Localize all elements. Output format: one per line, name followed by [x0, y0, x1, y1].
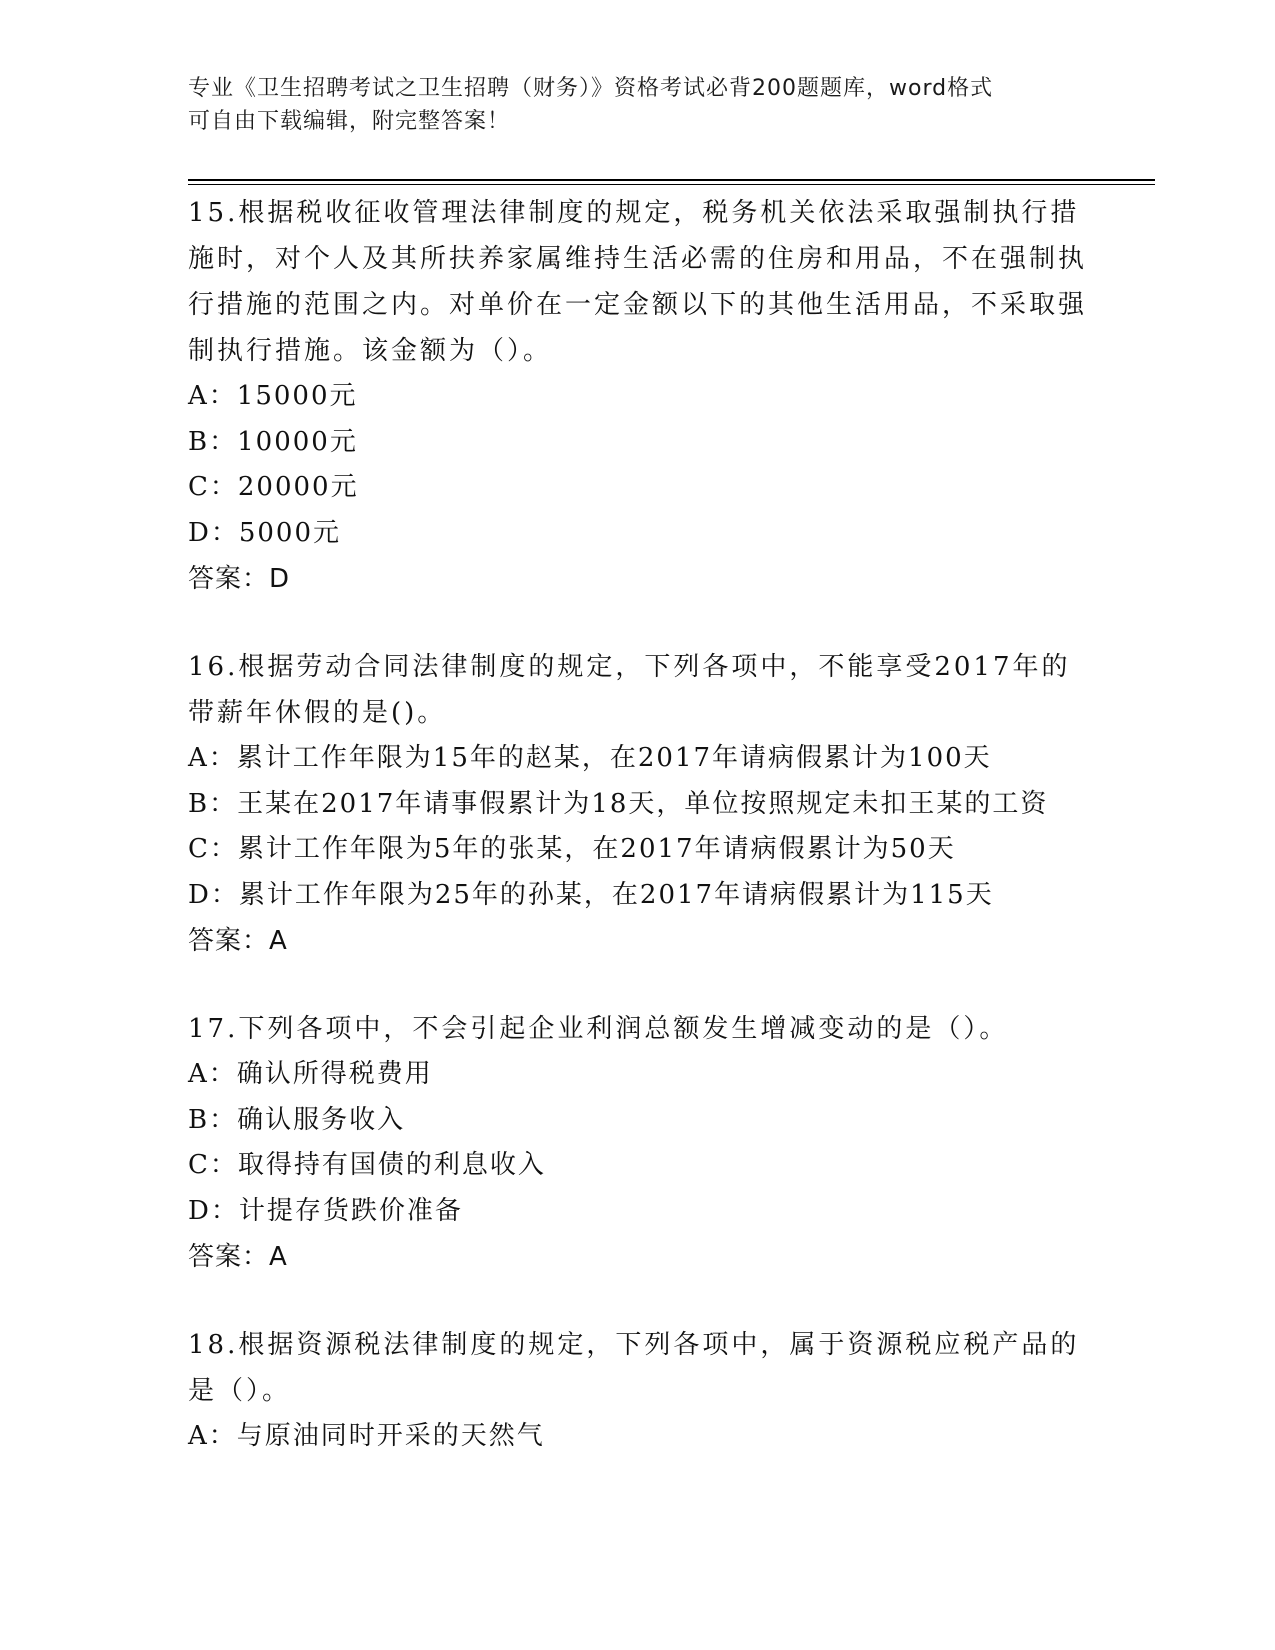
option-c: C：20000元	[188, 472, 359, 502]
option-d: D：累计工作年限为25年的孙某，在2017年请病假累计为115天	[188, 879, 994, 910]
option-b: B：王某在2017年请事假累计为18天，单位按照规定未扣王某的工资	[188, 788, 1049, 819]
option-b: B：确认服务收入	[188, 1104, 406, 1135]
question-text: 18.根据资源税法律制度的规定，下列各项中，属于资源税应税产品的是（）。	[188, 1330, 1080, 1406]
header-line-2: 可自由下载编辑，附完整答案！	[188, 109, 511, 134]
question-text: 15.根据税收征收管理法律制度的规定，税务机关依法采取强制执行措施时，对个人及其所扶养家属维持生活必需的住房和用品，不在强制执行措施的范围之内。对单价在一定金额以下的其他生活用品，不采取强制执行措施。该金额为（）。	[188, 198, 1088, 366]
question-17	[188, 1006, 1088, 1280]
question-text: 16.根据劳动合同法律制度的规定，下列各项中，不能享受2017年的带薪年休假的是()。	[188, 652, 1071, 728]
option-b: B：10000元	[188, 426, 358, 457]
option-a: A：确认所得税费用	[188, 1059, 433, 1089]
answer: 答案：A	[188, 1242, 288, 1272]
question-text: 17.下列各项中，不会引起企业利润总额发生增减变动的是（）。	[188, 1014, 1009, 1044]
question-18	[188, 1322, 1088, 1460]
question-list	[188, 190, 1088, 1502]
option-d: D：5000元	[188, 517, 342, 548]
header-rule-top	[188, 179, 1155, 181]
option-a: A：15000元	[188, 381, 358, 411]
option-c: C：累计工作年限为5年的张某，在2017年请病假累计为50天	[188, 834, 956, 864]
header-line-1: 专业《卫生招聘考试之卫生招聘（财务）》资格考试必背200题题库，word格式	[188, 76, 994, 101]
answer: 答案：D	[188, 564, 291, 594]
question-16	[188, 644, 1088, 964]
header-rule-bottom	[188, 184, 1155, 185]
document-header	[188, 72, 1088, 138]
answer: 答案：A	[188, 926, 288, 956]
option-a: A：累计工作年限为15年的赵某，在2017年请病假累计为100天	[188, 743, 992, 773]
question-15	[188, 190, 1088, 602]
option-a: A：与原油同时开采的天然气	[188, 1421, 545, 1451]
option-c: C：取得持有国债的利息收入	[188, 1150, 546, 1180]
option-d: D：计提存货跌价准备	[188, 1195, 463, 1226]
